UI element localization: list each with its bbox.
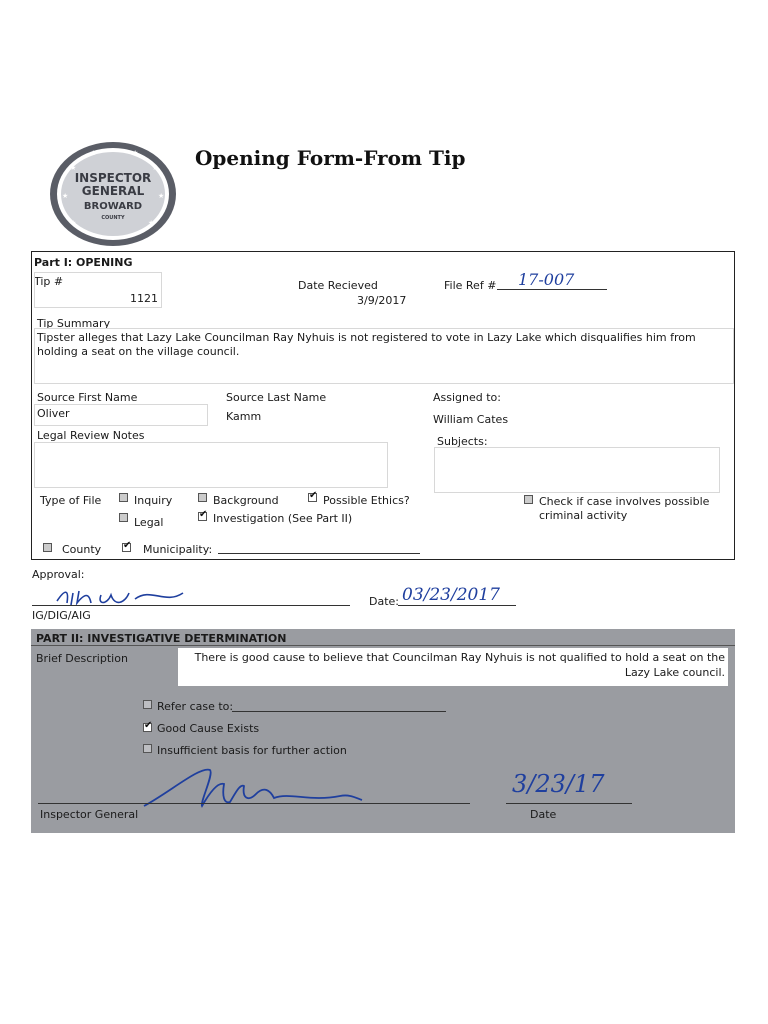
tip-summary-label: Tip Summary — [37, 317, 111, 330]
svg-text:★: ★ — [152, 164, 159, 172]
legal-notes-field[interactable] — [34, 442, 388, 488]
seal-word-4: COUNTY — [101, 215, 125, 221]
part2-date-label: Date — [530, 808, 557, 821]
seal-word-1: INSPECTOR — [74, 171, 152, 185]
page-title: Opening Form-From Tip — [195, 146, 466, 170]
municipality-label: Municipality: — [143, 543, 213, 556]
legal-label: Legal — [134, 516, 164, 529]
tip-summary-value: Tipster alleges that Lazy Lake Councilman Ray Nyhuis is not registered to vote in Lazy Lake which disqualifies him from holding a seat on the village council. — [37, 331, 696, 358]
municipality-checkbox[interactable] — [122, 543, 131, 552]
possible-ethics-checkbox[interactable] — [308, 493, 317, 502]
seal-word-3: BROWARD — [83, 201, 143, 212]
svg-text:★: ★ — [158, 192, 165, 200]
county-checkbox[interactable] — [43, 543, 52, 552]
approval-sign-line — [32, 605, 350, 606]
type-of-file-label: Type of File — [40, 494, 102, 507]
assigned-label: Assigned to: — [433, 391, 501, 404]
svg-text:★: ★ — [132, 149, 139, 157]
background-checkbox[interactable] — [198, 493, 207, 502]
file-ref-line — [497, 289, 607, 290]
tip-label: Tip # — [34, 275, 64, 288]
criminal-label: Check if case involves possible criminal activity — [539, 495, 710, 522]
possible-ethics-label: Possible Ethics? — [323, 494, 410, 507]
svg-text:★: ★ — [62, 192, 69, 200]
ig-sign-line — [38, 803, 470, 804]
legal-notes-label: Legal Review Notes — [37, 429, 145, 442]
inquiry-checkbox[interactable] — [119, 493, 128, 502]
insufficient-checkbox[interactable] — [143, 744, 152, 753]
approval-date-label: Date: — [369, 595, 399, 608]
source-first-value: Oliver — [37, 407, 70, 420]
tip-value: 1121 — [130, 292, 158, 305]
approval-signer-label: IG/DIG/AIG — [32, 609, 91, 622]
part1-heading: Part I: OPENING — [34, 256, 133, 269]
source-last-value: Kamm — [226, 410, 262, 423]
county-label: County — [62, 543, 102, 556]
approval-date-line — [398, 605, 516, 606]
inquiry-label: Inquiry — [134, 494, 173, 507]
part2-date-value: 3/23/17 — [512, 770, 605, 798]
refer-label: Refer case to: — [157, 700, 234, 713]
background-label: Background — [213, 494, 279, 507]
criminal-checkbox[interactable] — [524, 495, 533, 504]
approval-date-value: 03/23/2017 — [402, 585, 500, 605]
date-received-value: 3/9/2017 — [357, 294, 407, 307]
brief-description-value: There is good cause to believe that Councilman Ray Nyhuis is not qualified to hold a seat on the Lazy Lake council. — [194, 651, 725, 679]
good-cause-label: Good Cause Exists — [157, 722, 260, 735]
part2-heading-rule — [31, 645, 735, 646]
good-cause-checkbox[interactable] — [143, 723, 152, 732]
source-first-label: Source First Name — [37, 391, 138, 404]
file-ref-label: File Ref # — [444, 279, 497, 292]
svg-text:★: ★ — [148, 219, 155, 227]
assigned-value: William Cates — [433, 413, 509, 426]
svg-text:★: ★ — [70, 164, 77, 172]
refer-checkbox[interactable] — [143, 700, 152, 709]
date-received-label: Date Recieved — [298, 279, 378, 292]
file-ref-value: 17-007 — [518, 270, 575, 289]
source-last-label: Source Last Name — [226, 391, 327, 404]
approval-label: Approval: — [32, 568, 85, 581]
investigation-checkbox[interactable] — [198, 512, 207, 521]
legal-checkbox[interactable] — [119, 513, 128, 522]
insufficient-label: Insufficient basis for further action — [157, 744, 347, 757]
ig-signature — [140, 762, 370, 812]
refer-line[interactable] — [232, 711, 446, 712]
svg-text:★: ★ — [70, 219, 77, 227]
municipality-line[interactable] — [218, 553, 420, 554]
part2-heading: PART II: INVESTIGATIVE DETERMINATION — [36, 632, 287, 645]
seal-word-2: GENERAL — [81, 184, 145, 198]
brief-description-label: Brief Description — [36, 652, 128, 665]
subjects-label: Subjects: — [437, 435, 488, 448]
subjects-field[interactable] — [434, 447, 720, 493]
part2-date-line — [506, 803, 632, 804]
inspector-general-seal — [48, 140, 178, 248]
investigation-label: Investigation (See Part II) — [213, 512, 353, 525]
ig-label: Inspector General — [40, 808, 139, 821]
svg-text:★: ★ — [90, 149, 97, 157]
